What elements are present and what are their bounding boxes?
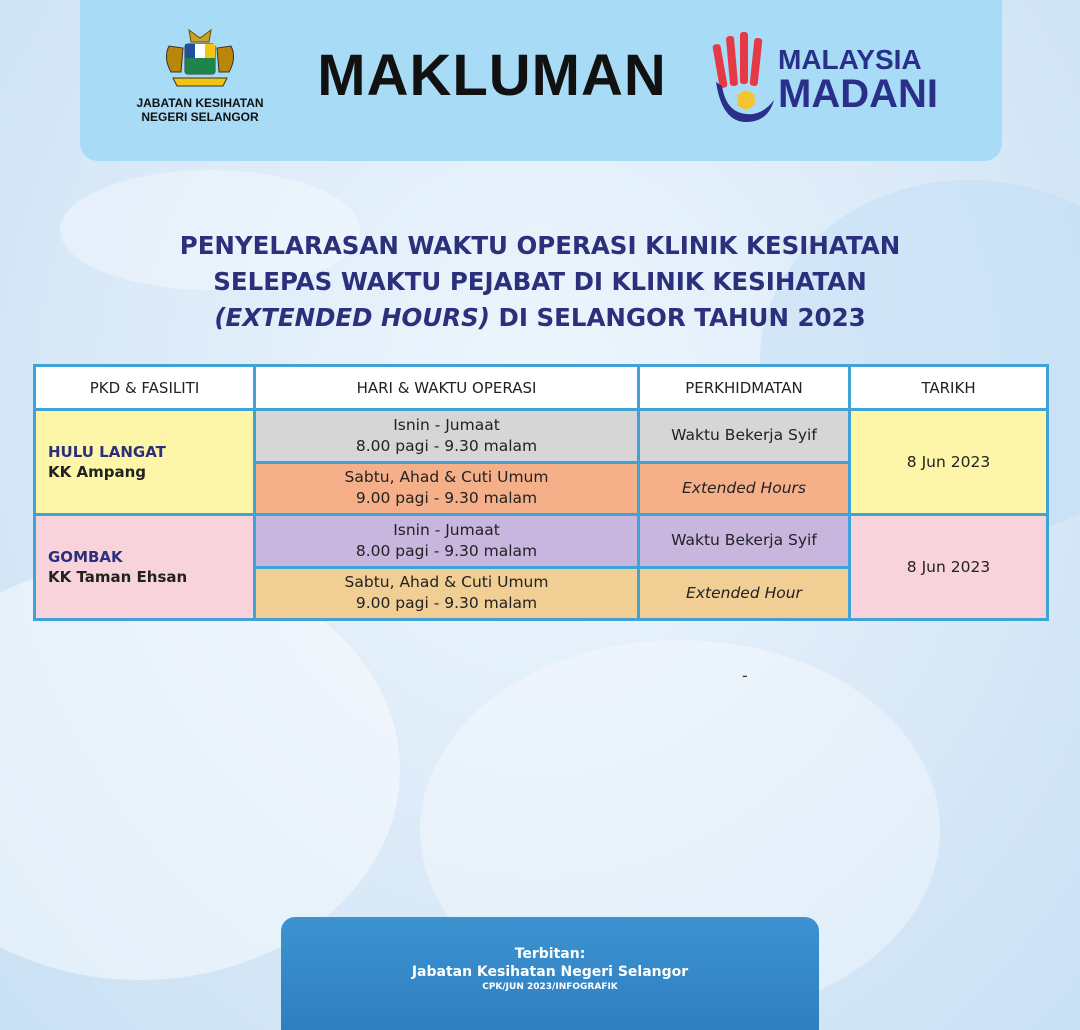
column-header: PKD & FASILITI: [35, 366, 255, 410]
title-italic-part: (EXTENDED HOURS): [214, 303, 490, 332]
table-header-row: [35, 366, 1048, 410]
operating-hours: 8.00 pagi - 9.30 malam: [355, 541, 538, 560]
agency-name: JABATAN KESIHATAN NEGERI SELANGOR: [136, 96, 264, 124]
stray-dash: -: [742, 666, 748, 685]
operating-hours-cell: [255, 515, 639, 567]
title-rest-part: DI SELANGOR TAHUN 2023: [489, 303, 866, 332]
column-header: PERKHIDMATAN: [639, 366, 850, 410]
operating-hours: 9.00 pagi - 9.30 malam: [355, 489, 538, 508]
table-row: [35, 410, 1048, 462]
title-line-2: SELEPAS WAKTU PEJABAT DI KLINIK KESIHATAN: [213, 267, 867, 296]
header-banner: [80, 0, 1002, 161]
title-line-3: [100, 300, 980, 336]
facility-cell: [35, 515, 255, 620]
service-cell: Extended Hours: [639, 462, 850, 514]
operating-hours-cell: [255, 567, 639, 619]
operating-hours-cell: [255, 410, 639, 462]
schedule-table: [33, 364, 1049, 621]
coat-of-arms-icon: [159, 28, 241, 90]
operating-days: Sabtu, Ahad & Cuti Umum: [344, 573, 549, 592]
operating-days: Sabtu, Ahad & Cuti Umum: [344, 468, 549, 487]
page-title: [100, 228, 980, 336]
pkd-name: HULU LANGAT: [48, 443, 166, 462]
facility-name: KK Ampang: [48, 463, 146, 482]
date-cell: 8 Jun 2023: [850, 410, 1048, 515]
agency-logo: [110, 28, 290, 124]
footer-publisher: Jabatan Kesihatan Negeri Selangor: [411, 964, 689, 980]
madani-emblem-icon: [712, 30, 776, 130]
column-header: TARIKH: [850, 366, 1048, 410]
column-header: HARI & WAKTU OPERASI: [255, 366, 639, 410]
title-line-1: PENYELARASAN WAKTU OPERASI KLINIK KESIHATAN: [179, 231, 901, 260]
date-cell: 8 Jun 2023: [850, 515, 1048, 620]
brand-line-1: MALAYSIA: [778, 44, 922, 75]
footer-banner: [281, 917, 819, 1030]
footer-label: Terbitan:: [514, 946, 586, 962]
operating-days: Isnin - Jumaat: [393, 415, 500, 434]
table-row: [35, 515, 1048, 567]
facility-cell: [35, 410, 255, 515]
footer-code: CPK/JUN 2023/INFOGRAFIK: [482, 982, 618, 992]
operating-days: Isnin - Jumaat: [393, 520, 500, 539]
malaysia-madani-logo: [712, 30, 972, 130]
service-cell: Extended Hour: [639, 567, 850, 619]
pkd-name: GOMBAK: [48, 548, 123, 567]
brand-line-2: MADANI: [778, 72, 938, 116]
page-heading: MAKLUMAN: [317, 43, 667, 108]
operating-hours: 9.00 pagi - 9.30 malam: [355, 594, 538, 613]
operating-hours-cell: [255, 462, 639, 514]
service-cell: Waktu Bekerja Syif: [639, 515, 850, 567]
service-cell: Waktu Bekerja Syif: [639, 410, 850, 462]
facility-name: KK Taman Ehsan: [48, 568, 188, 587]
operating-hours: 8.00 pagi - 9.30 malam: [355, 436, 538, 455]
